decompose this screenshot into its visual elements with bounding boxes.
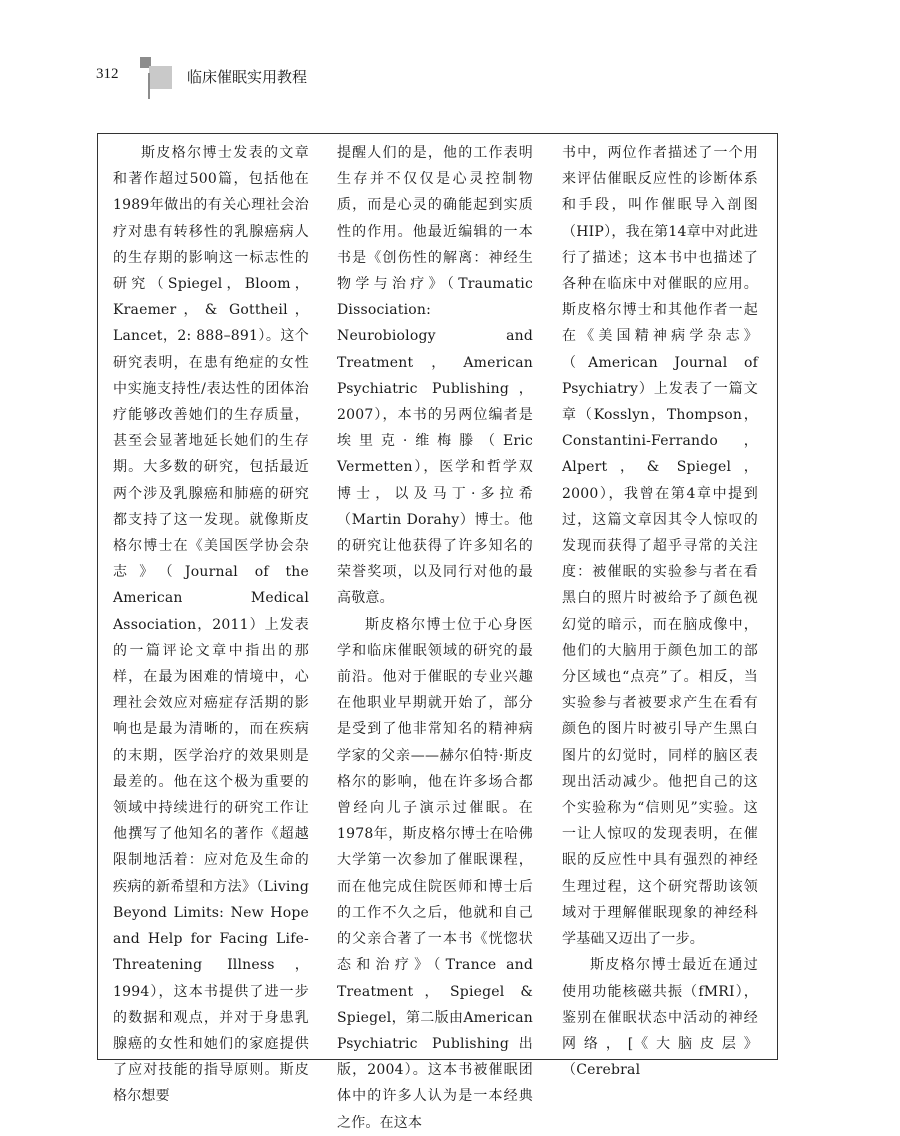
page-number: 312 [96, 66, 119, 82]
text-frame [97, 133, 778, 1131]
column-2 [337, 140, 533, 1136]
column-1 [113, 140, 309, 1110]
paragraph: 书中，两位作者描述了一个用来评估催眠反应性的诊断体系和手段，叫作催眠导入剖图（HIP），我在第14章中对此进行了描述；这本书中也描述了各种在临床中对催眠的应用。斯皮格尔博士和其他作者一起在《美国精神病学杂志》（American Journal of Psychiatry）上发表了一篇文章（Kosslyn，Thompson，Constantini-Ferrando，Alpert，& Spiegel，2000），我曾在第4章中提到过，这篇文章因其令人惊叹的发现而获得了超乎寻常的关注度：被催眠的实验参与者在看黑白的照片时被给予了颜色视幻觉的暗示，而在脑成像中，他们的大脑用于颜色加工的部分区域也“点亮”了。相反，当实验参与者被要求产生在看有颜色的图片时被引导产生黑白图片的幻觉时，同样的脑区表现出活动减少。他把自己的这个实验称为“信则见”实验。这一让人惊叹的发现表明，在催眠的反应性中具有强烈的神经生理过程，这个研究帮助该领域对于理解催眠现象的神经科学基础又迈出了一步。 [562, 145, 758, 948]
header-rule [148, 73, 150, 99]
header-decoration [140, 57, 170, 97]
paragraph: 斯皮格尔博士发表的文章和著作超过500篇，包括他在1989年做出的有关心理社会治疗对患有转移性的乳腺癌病人的生存期的影响这一标志性的研究（Spiegel，Bloom，Kraemer，& Gottheil，Lancet，2: 888–891）。这个研究表明，在患有绝症的女性中实施支持性/表达性的团体治疗能够改善她们的生存质量，甚至会显著地延长她们的生存期。大多数的研究，包括最近两个涉及乳腺癌和肺癌的研究都支持了这一发现。就像斯皮格尔博士在《美国医学协会杂志》（Journal of the American Medical Association，2011）上发表的一篇评论文章中指出的那样，在最为困难的情境中，心理社会效应对癌症存活期的影响也是最为清晰的，而在疾病的末期，医学治疗的效果则是最差的。他在这个极为重要的领域中持续进行的研究工作让他撰写了他知名的著作《超越限制地活着：应对危及生命的疾病的新希望和方法》（Living Beyond Limits: New Hope and Help for Facing Life-Threatening Illness，1994），这本书提供了进一步的数据和观点，并对于身患乳腺癌的女性和她们的家庭提供了应对技能的指导原则。斯皮格尔想要 [113, 145, 309, 1105]
book-title: 临床催眠实用教程 [187, 68, 308, 86]
paragraph: 提醒人们的是，他的工作表明生存并不仅仅是心灵控制物质，而是心灵的确能起到实质性的作用。他最近编辑的一本书是《创伤性的解离：神经生物学与治疗》（Traumatic Dissociation: Neurobiology and Treatment，American Psychiatric Publishing，2007），本书的另两位编者是埃里克·维梅滕（Eric Vermetten），医学和哲学双博士，以及马丁·多拉希（Martin Dorahy）博士。他的研究让他获得了许多知名的荣誉奖项，以及同行对他的最高敬意。 [337, 145, 533, 607]
header-square-light [149, 66, 172, 89]
column-3 [562, 140, 758, 1083]
paragraph: 斯皮格尔博士位于心身医学和临床催眠领域的研究的最前沿。他对于催眠的专业兴趣在他职业早期就开始了，部分是受到了他非常知名的精神病学家的父亲——赫尔伯特·斯皮格尔的影响，他在许多场合都曾经向儿子演示过催眠。在1978年，斯皮格尔博士在哈佛大学第一次参加了催眠课程，而在他完成住院医师和博士后的工作不久之后，他就和自己的父亲合著了一本书《恍惚状态和治疗》（Trance and Treatment，Spiegel & Spiegel，第二版由American Psychiatric Publishing出版，2004）。这本书被催眠团体中的许多人认为是一本经典之作。在这本 [337, 616, 533, 1131]
paragraph: 斯皮格尔博士最近在通过使用功能核磁共振（fMRI），鉴别在催眠状态中活动的神经网络，[《大脑皮层》（Cerebral [562, 957, 758, 1079]
